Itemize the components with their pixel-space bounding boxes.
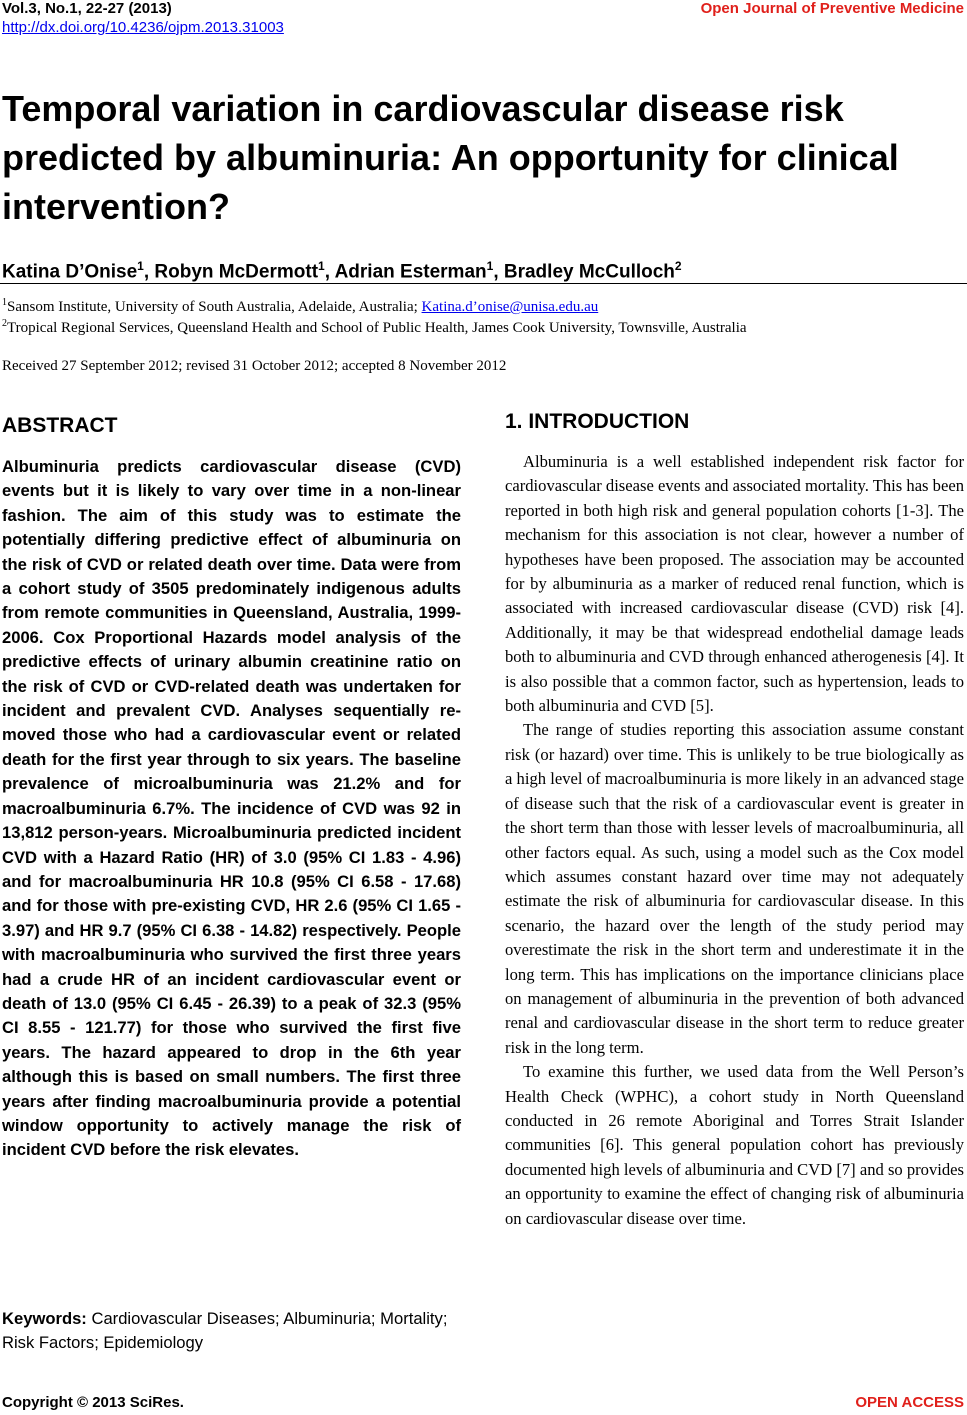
abstract-text: Albuminuria predicts cardiovascular disease (CVD) events but it is likely to vary over time in a non-linear fashion. The aim of this study was to estimate the potentially differing predictive effect of albuminuria on the risk of CVD or related death over time. Data were from a cohort study of 3505 predominately indigenous adults from remote communities in Queensland, Australia, 1999-2006. Cox Proportional Hazards model analysis of the predictive effects of urinary albumin creatinine ratio on the risk of CVD or CVD-related death was undertaken for incident and prevalent CVD. Analyses sequentially removed those who had a cardiovascular event or related death for the first year through to six years. The baseline prevalence of microalbuminuria was 21.2% and for macroalbuminuria 6.7%. The incidence of CVD was 92 in 13,812 person-years. Microalbuminuria predicted incident CVD with a Hazard Ratio (HR) of 3.0 (95% CI 1.83 - 4.96) and for macroalbuminuria HR 10.8 (95% CI 6.58 - 17.68) and for those with pre-existing CVD, HR 2.6 (95% CI 1.65 - 3.97) and HR 9.7 (95% CI 6.38 - 14.82) respectively. People with macroalbuminuria who survived the first three years had a crude HR of an incident cardiovascular event or death of 13.0 (95% CI 6.45 - 26.39) to a peak of 32.3 (95% CI 8.55 - 121.77) for those who survived the first five years. The hazard appeared to drop in the 6th year although this is based on small numbers. The first three years after finding macroalbuminuria provide a potential window opportunity to actively manage the risk of incident CVD before the risk elevates. <box>2 457 461 1160</box>
affiliation-mark: 1 <box>2 297 7 308</box>
affiliation-mark: 2 <box>2 318 7 329</box>
affiliation-2 <box>2 314 747 338</box>
copyright-notice: Copyright © 2013 SciRes. <box>2 1394 184 1411</box>
paragraph: The range of studies reporting this association assume constant risk (or hazard) over time. This is unlikely to be true biologically as a high level of macroalbuminuria is more likely in an advanced stage of disease such that the risk of a cardiovascular event is greater in the short term than those with lesser levels of macroalbuminuria, all other factors equal. As such, using a model such as the Cox model which assumes constant hazard over time may not adequately estimate the risk of albuminuria for cardiovascular disease. In this scenario, the hazard over the length of the study period may overestimate the risk in the short term and underestimate it in the long term. This has implications on the importance clinicians place on management of albuminuria in the prevention of both advanced renal and cardiovascular disease in the short term to reduce greater risk in the long term. <box>505 720 964 1057</box>
author-affiliation-mark: 2 <box>674 259 682 273</box>
keywords-label: Keywords: <box>2 1309 87 1328</box>
author-name: Bradley McCulloch <box>503 261 675 283</box>
author-email-link[interactable]: Katina.d’onise@unisa.edu.au <box>421 299 599 315</box>
open-access-label: OPEN ACCESS <box>855 1394 964 1411</box>
author-name: Katina D’Onise <box>2 261 138 283</box>
author-list <box>2 254 682 284</box>
author-divider <box>0 283 967 284</box>
paragraph: Albuminuria is a well established independent risk factor for cardiovascular disease events and associated mortality. This has been reported in both high risk and general population cohorts [1-3]. The mechanism for this association is not clear, however a number of hypotheses have been proposed. The association may be accounted for by albuminuria as a marker of reduced renal function, which is associated with increased cardiovascular disease (CVD) risk [4]. Additionally, it may be that widespread endothelial damage leads both to albuminuria and CVD through enhanced atherogenesis [4]. It is also possible that a common factor, such as hypertension, leads to both albuminuria and CVD [5]. <box>505 452 964 716</box>
keywords <box>2 1307 461 1355</box>
affiliation-text: Tropical Regional Services, Queensland Health and School of Public Health, James Cook University, Townsville, Australia <box>7 320 747 336</box>
received-dates: Received 27 September 2012; revised 31 October 2012; accepted 8 November 2012 <box>2 358 507 374</box>
introduction-heading: 1. INTRODUCTION <box>505 410 690 433</box>
article-title: Temporal variation in cardiovascular disease risk predicted by albuminuria: An opportunity for clinical intervention? <box>2 88 899 227</box>
affiliation-text: Sansom Institute, University of South Australia, Adelaide, Australia; <box>7 299 422 315</box>
volume-info: Vol.3, No.1, 22-27 (2013) <box>2 0 172 17</box>
journal-name: Open Journal of Preventive Medicine <box>700 0 964 17</box>
paragraph: To examine this further, we used data from the Well Person’s Health Check (WPHC), a cohort study in North Queensland conducted in 26 remote Aboriginal and Torres Strait Islander communities [6]. This general population cohort has previously documented high levels of albuminuria and CVD [7] and so provides an opportunity to examine the effect of changing risk of albuminuria on cardiovascular disease over time. <box>505 1062 964 1228</box>
abstract-heading: ABSTRACT <box>2 414 118 437</box>
author-affiliation-mark: 1 <box>137 259 144 273</box>
introduction-body <box>505 450 964 1231</box>
keywords-text: Cardiovascular Diseases; Albuminuria; Mortality; Risk Factors; Epidemiology <box>2 1309 448 1352</box>
author-separator: , <box>493 261 504 283</box>
author-separator: , <box>324 261 335 283</box>
author-name: Robyn McDermott <box>154 261 319 283</box>
author-affiliation-mark: 1 <box>486 259 494 273</box>
author-separator: , <box>143 261 155 283</box>
doi-link[interactable]: http://dx.doi.org/10.4236/ojpm.2013.31003 <box>2 19 284 36</box>
author-name: Adrian Esterman <box>334 261 487 283</box>
author-affiliation-mark: 1 <box>318 259 325 273</box>
